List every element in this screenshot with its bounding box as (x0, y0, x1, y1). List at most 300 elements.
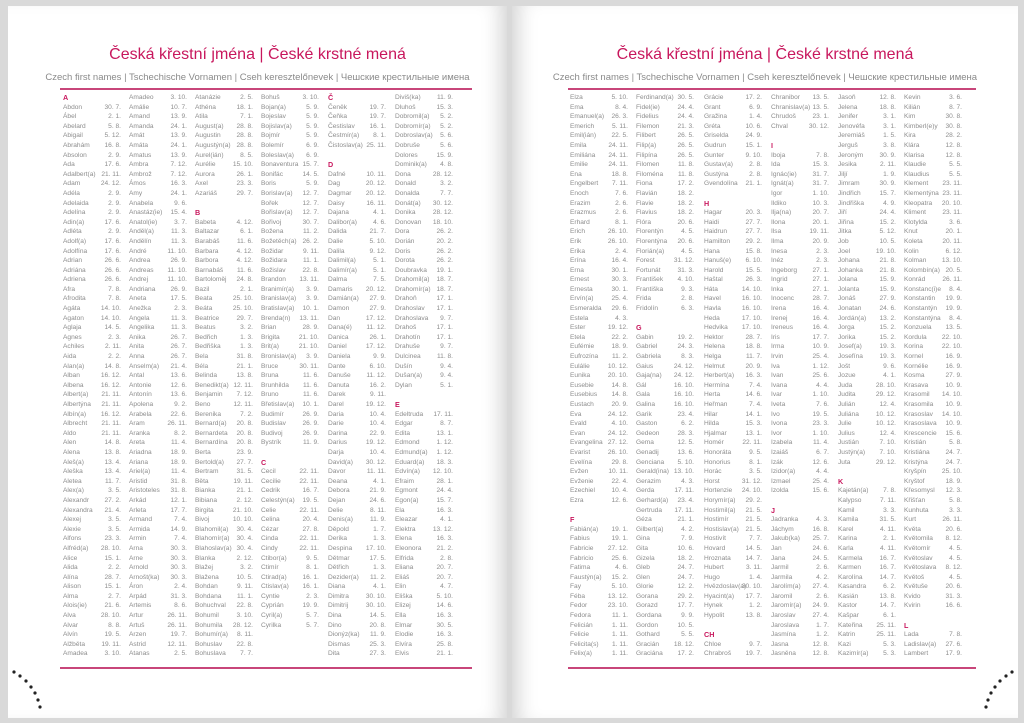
name-day-date: 9. 9. (681, 612, 694, 620)
name-entry (704, 429, 768, 439)
first-name: Josefína (838, 353, 863, 361)
first-name: Fay (570, 583, 581, 591)
name-day-date: 2. 9. (108, 189, 121, 197)
first-name: Kasián (838, 592, 859, 600)
first-name: Kazimír(a) (838, 650, 869, 658)
first-name: Brian (261, 324, 277, 332)
name-entry (63, 438, 127, 448)
name-day-date: 19. 11. (809, 228, 829, 236)
name-entry (838, 227, 902, 237)
name-day-date: 23. 10. (607, 602, 628, 610)
first-name: Arne (129, 554, 143, 562)
name-day-date: 7. 10. (879, 448, 896, 456)
name-day-date: 1. 4. (749, 573, 762, 581)
name-day-date: 4. 5. (949, 573, 962, 581)
name-entry (771, 199, 835, 209)
name-day-date: 26. 10. (607, 237, 628, 245)
first-name: Bojeslav (261, 113, 286, 121)
name-entry (838, 438, 902, 448)
first-name: Joel (838, 247, 851, 255)
name-day-date: 27. 4. (812, 612, 829, 620)
name-day-date: 22. 10. (941, 343, 962, 351)
letter-heading (195, 208, 259, 218)
first-name: Julián (838, 401, 856, 408)
name-entry (904, 266, 968, 276)
name-day-date: 26. 11. (942, 516, 962, 524)
name-entry (771, 151, 835, 161)
name-entry (904, 429, 968, 439)
name-entry (570, 467, 634, 477)
name-entry (395, 285, 459, 295)
first-name: Havel (704, 295, 721, 303)
name-day-date: 18. 8. (879, 103, 896, 111)
name-day-date: 24. 12. (607, 410, 628, 418)
name-day-date: 28. 8. (236, 132, 253, 140)
first-name: Jakub(ka) (771, 535, 800, 543)
name-day-date: 22. 11. (742, 439, 762, 447)
name-entry (570, 342, 634, 352)
name-day-date: 13. 8. (104, 448, 121, 456)
name-day-date: 14. 7. (745, 554, 762, 562)
first-name: Bartoloměj (195, 276, 227, 284)
name-day-date: 21. 1. (677, 516, 694, 524)
name-entry (328, 189, 392, 199)
name-day-date: 25. 10. (232, 295, 253, 303)
name-day-date: 14. 5. (104, 324, 121, 332)
first-name: Dona (395, 170, 411, 178)
first-name: Drahoš (395, 324, 417, 332)
name-entry (570, 151, 634, 161)
first-name: Aleška (63, 468, 83, 476)
first-name: Květa (904, 525, 921, 533)
name-entry (636, 448, 700, 458)
name-entry (904, 199, 968, 209)
name-day-date: 11. 6. (302, 372, 319, 380)
name-entry (395, 170, 459, 180)
name-entry (570, 333, 634, 343)
first-name: Anděl(a) (129, 228, 154, 236)
name-entry (838, 496, 902, 506)
first-name: Egon(a) (395, 496, 419, 504)
first-name: Andrea (129, 257, 151, 265)
name-entry (395, 515, 459, 525)
first-name: Abrahám (63, 141, 90, 149)
first-name: Filomen (636, 161, 660, 169)
name-day-date: 17. 11. (433, 410, 453, 418)
name-entry (395, 179, 459, 189)
name-entry (636, 179, 700, 189)
name-day-date: 16. 3. (745, 372, 762, 380)
name-day-date: 5. 12. (879, 228, 896, 236)
first-name: Grácie (704, 94, 724, 101)
name-entry (904, 256, 968, 266)
name-day-date: 24. 6. (879, 305, 896, 313)
name-day-date: 24. 11. (608, 141, 628, 149)
name-day-date: 6. 10. (369, 362, 386, 370)
name-day-date: 16. 1. (302, 573, 319, 581)
first-name: Iboja (771, 151, 786, 159)
name-entry (704, 294, 768, 304)
name-entry (328, 314, 392, 324)
name-day-date: 11. 7. (104, 477, 121, 485)
letter-heading-text: D (328, 160, 334, 170)
first-name: Cindy (261, 544, 278, 552)
first-name: Hugo (704, 573, 720, 581)
first-name: Jasoň (838, 94, 856, 101)
first-name: Florentýn (636, 228, 664, 236)
first-name: Jimram (838, 180, 860, 188)
first-name: Arkád (129, 496, 147, 504)
name-day-date: 15. 3. (745, 420, 762, 428)
name-entry (395, 151, 459, 161)
first-name: Felicita(s) (570, 640, 599, 648)
first-name: Bernardeta (195, 429, 228, 437)
name-day-date: 24. 12. (673, 372, 694, 380)
first-name: Eulálie (570, 362, 590, 370)
first-name: Gerazim (636, 477, 661, 485)
name-entry (704, 438, 768, 448)
first-name: Jasmína (771, 631, 796, 639)
name-day-date: 1. 7. (816, 621, 829, 629)
first-name: Albertýna (63, 401, 91, 408)
name-day-date: 22. 8. (302, 266, 319, 274)
name-day-date: 1. 10. (812, 391, 829, 399)
name-day-date: 20. 1. (812, 218, 829, 226)
first-name: Deana (328, 477, 348, 485)
name-day-date: 24. 11. (608, 151, 628, 159)
name-day-date: 13. 6. (677, 448, 694, 456)
name-entry (838, 534, 902, 544)
first-name: Daisy (328, 199, 345, 207)
first-name: Atila (195, 113, 208, 121)
name-day-date: 28. 7. (104, 573, 121, 581)
name-day-date: 19. 1. (611, 535, 628, 543)
name-entry (261, 477, 325, 487)
first-name: Květuše (904, 583, 928, 591)
first-name: Adléta (63, 228, 82, 236)
name-day-date: 11. 4. (812, 439, 829, 447)
name-entry (328, 294, 392, 304)
first-name: Alfons (63, 535, 82, 543)
first-name: Aristid (129, 477, 148, 485)
name-entry (395, 112, 459, 122)
name-entry (570, 381, 634, 391)
name-day-date: 13. 10. (673, 468, 694, 476)
name-entry (261, 141, 325, 151)
name-entry (195, 342, 259, 352)
name-entry (328, 275, 392, 285)
name-entry (261, 189, 325, 199)
first-name: Jaromil (771, 592, 793, 600)
name-day-date: 3. 9. (306, 285, 319, 293)
name-day-date: 7. 4. (749, 381, 762, 389)
name-day-date: 27. 12. (607, 439, 628, 447)
name-entry (570, 611, 634, 621)
name-day-date: 28. 10. (100, 544, 121, 552)
spacer (261, 448, 325, 458)
first-name: Jenifer (838, 113, 858, 121)
name-entry (771, 649, 835, 659)
first-name: Kornélie (904, 362, 929, 370)
first-name: Evald (570, 420, 587, 428)
name-day-date: 8. 7. (440, 420, 453, 428)
name-day-date: 13. 9. (170, 151, 187, 159)
first-name: Izidor(a) (771, 468, 796, 476)
first-name: Emilie (570, 161, 588, 169)
name-day-date: 19. 7. (170, 631, 187, 639)
name-entry (328, 352, 392, 362)
first-name: Eufrozína (570, 353, 599, 361)
name-day-date: 8. 5. (240, 151, 253, 159)
name-entry (395, 218, 459, 228)
first-name: Klára (904, 141, 920, 149)
name-day-date: 7. 5. (373, 276, 386, 284)
first-name: Hilda (704, 420, 720, 428)
name-entry (129, 400, 193, 410)
first-name: Budivoj (261, 429, 283, 437)
first-name: Hostivít (704, 535, 726, 543)
letter-heading (395, 400, 459, 410)
name-day-date: 3. 2. (240, 564, 253, 572)
name-day-date: 29. 7. (236, 314, 253, 322)
first-name: Cyrilka (261, 621, 282, 629)
name-day-date: 10. 9. (945, 420, 962, 428)
first-name: Agáta (63, 305, 81, 313)
name-day-date: 6. 9. (306, 141, 319, 149)
first-name: Iris (771, 333, 780, 341)
name-day-date: 19. 5. (104, 631, 121, 639)
name-day-date: 16. 10. (741, 305, 762, 313)
first-name: Bruno (261, 391, 279, 399)
name-day-date: 20. 6. (945, 583, 962, 591)
first-name: Florián(a) (636, 247, 665, 255)
name-day-date: 4. 2. (681, 525, 694, 533)
letter-heading (261, 458, 325, 468)
name-entry (771, 544, 835, 554)
name-entry (63, 323, 127, 333)
first-name: Jiljí (838, 170, 848, 178)
name-entry (704, 112, 768, 122)
name-entry (328, 525, 392, 535)
name-entry (636, 247, 700, 257)
name-day-date: 12. 4. (879, 401, 896, 408)
first-name: Fabricio (570, 554, 594, 562)
name-day-date: 10. 6. (745, 122, 762, 130)
name-entry (63, 467, 127, 477)
name-day-date: 2. 2. (108, 564, 121, 572)
name-day-date: 4. 1. (440, 516, 453, 524)
first-name: Gorana (636, 592, 658, 600)
first-name: Irenej (771, 314, 788, 322)
name-entry (771, 122, 835, 132)
first-name: Hynek (704, 602, 723, 610)
name-day-date: 11. 9. (436, 94, 453, 101)
first-name: Baltazar (195, 228, 220, 236)
name-day-date: 24. 10. (741, 487, 762, 495)
name-day-date: 17. 7. (677, 602, 694, 610)
name-day-date: 30. 9. (879, 180, 896, 188)
name-day-date: 7. 2. (240, 410, 253, 418)
name-entry (395, 438, 459, 448)
name-entry (570, 458, 634, 468)
name-day-date: 1. 11. (611, 631, 628, 639)
name-entry (261, 390, 325, 400)
first-name: Běta (195, 477, 209, 485)
name-entry (570, 563, 634, 573)
name-day-date: 19. 10. (875, 247, 896, 255)
name-day-date: 4. 12. (236, 257, 253, 265)
name-entry (904, 410, 968, 420)
name-day-date: 10. 1. (302, 305, 319, 313)
name-entry (395, 294, 459, 304)
first-name: Apolena (129, 401, 154, 408)
first-name: Gvendolína (704, 180, 738, 188)
letter-heading-text: G (636, 323, 642, 333)
name-day-date: 19. 3. (879, 343, 896, 351)
name-day-date: 11. 9. (369, 516, 386, 524)
name-day-date: 10. 12. (607, 362, 628, 370)
name-entry (771, 352, 835, 362)
name-entry (328, 486, 392, 496)
name-day-date: 21. 1. (236, 487, 253, 495)
first-name: Hedvika (704, 324, 728, 332)
name-day-date: 1. 10. (812, 189, 829, 197)
name-entry (904, 506, 968, 516)
name-entry (328, 285, 392, 295)
name-entry (704, 285, 768, 295)
first-name: Egmont (395, 487, 418, 495)
name-entry (195, 448, 259, 458)
name-day-date: 28. 8. (236, 122, 253, 130)
name-day-date: 22. 6. (170, 410, 187, 418)
name-entry (636, 218, 700, 228)
name-entry (570, 582, 634, 592)
name-entry (636, 275, 700, 285)
spacer (570, 506, 634, 516)
first-name: Bianka (195, 487, 216, 495)
first-name: Gabriela (636, 353, 661, 361)
name-entry (195, 314, 259, 324)
first-name: Beatus (195, 324, 216, 332)
first-name: Jolanta (838, 285, 860, 293)
first-name: Květomír (904, 544, 931, 552)
name-day-date: 23. 9. (236, 448, 253, 456)
name-day-date: 26. 1. (236, 170, 253, 178)
name-day-date: 3. 6. (949, 218, 962, 226)
name-entry (129, 314, 193, 324)
name-entry (195, 400, 259, 410)
first-name: Celestýn(a) (261, 496, 295, 504)
name-day-date: 1. 2. (816, 631, 829, 639)
name-day-date: 28. 10. (875, 381, 896, 389)
name-entry (704, 122, 768, 132)
first-name: Delie (328, 506, 344, 514)
name-entry (395, 247, 459, 257)
name-day-date: 25. 6. (812, 372, 829, 380)
name-entry (129, 160, 193, 170)
first-name: Antonín (129, 391, 152, 399)
name-entry (261, 400, 325, 410)
first-name: Aram (129, 420, 145, 428)
name-entry (636, 122, 700, 132)
first-name: Forest (636, 257, 655, 265)
name-day-date: 3. 5. (108, 525, 121, 533)
first-name: Ábel (63, 113, 77, 121)
name-day-date: 4. 5. (949, 554, 962, 562)
name-entry (195, 256, 259, 266)
first-name: Krasoslava (904, 420, 937, 428)
name-entry (904, 160, 968, 170)
name-day-date: 9. 7. (440, 314, 453, 322)
name-day-date: 21. 1. (745, 180, 762, 188)
name-day-date: 21. 7. (369, 228, 386, 236)
name-entry (570, 314, 634, 324)
first-name: Bronislav(a) (261, 353, 297, 361)
name-entry (570, 103, 634, 113)
name-entry (570, 525, 634, 535)
name-day-date: 19. 7. (369, 113, 386, 121)
name-day-date: 1. 5. (883, 132, 896, 140)
name-entry (328, 256, 392, 266)
name-entry (771, 333, 835, 343)
name-entry (704, 352, 768, 362)
first-name: Jerguš (838, 141, 858, 149)
name-entry (195, 141, 259, 151)
name-day-date: 2. 8. (749, 161, 762, 169)
name-entry (195, 122, 259, 132)
first-name: Homér (704, 439, 724, 447)
name-day-date: 2. 12. (236, 496, 253, 504)
name-entry (195, 352, 259, 362)
letter-heading (636, 323, 700, 333)
first-name: Féba (570, 592, 586, 600)
name-day-date: 7. 4. (174, 516, 187, 524)
name-day-date: 3. 5. (749, 468, 762, 476)
first-name: Elizej (395, 602, 411, 610)
name-day-date: 16. 10. (673, 401, 694, 408)
first-name: Athéna (195, 103, 216, 111)
first-name: Anita (129, 343, 145, 351)
name-day-date: 24. 5. (812, 554, 829, 562)
first-name: Děpold (328, 525, 349, 533)
name-day-date: 3. 3. (949, 506, 962, 514)
spacer (704, 621, 768, 631)
first-name: Evžen (570, 468, 589, 476)
name-entry (636, 103, 700, 113)
name-day-date: 19. 9. (945, 295, 962, 303)
name-entry (704, 131, 768, 141)
name-day-date: 18. 12. (673, 640, 694, 648)
name-entry (195, 601, 259, 611)
name-day-date: 7. 12. (170, 170, 187, 178)
name-day-date: 26. 11. (167, 621, 187, 629)
name-entry (771, 611, 835, 621)
first-name: Gaius (636, 362, 654, 370)
first-name: Haštal (704, 276, 723, 284)
name-day-date: 2. 4. (174, 583, 187, 591)
name-entry (395, 275, 459, 285)
first-name: Drahomír(a) (395, 285, 431, 293)
first-name: Gražina (704, 113, 728, 121)
name-day-date: 5. 10. (611, 94, 628, 101)
first-name: Juliána (838, 410, 859, 418)
first-name: Evangelina (570, 439, 603, 447)
name-entry (636, 333, 700, 343)
first-name: Aleš(a) (63, 458, 84, 466)
first-name: Ignác(ie) (771, 170, 797, 178)
name-day-date: 13. 8. (236, 372, 253, 380)
name-day-date: 8. 8. (108, 621, 121, 629)
